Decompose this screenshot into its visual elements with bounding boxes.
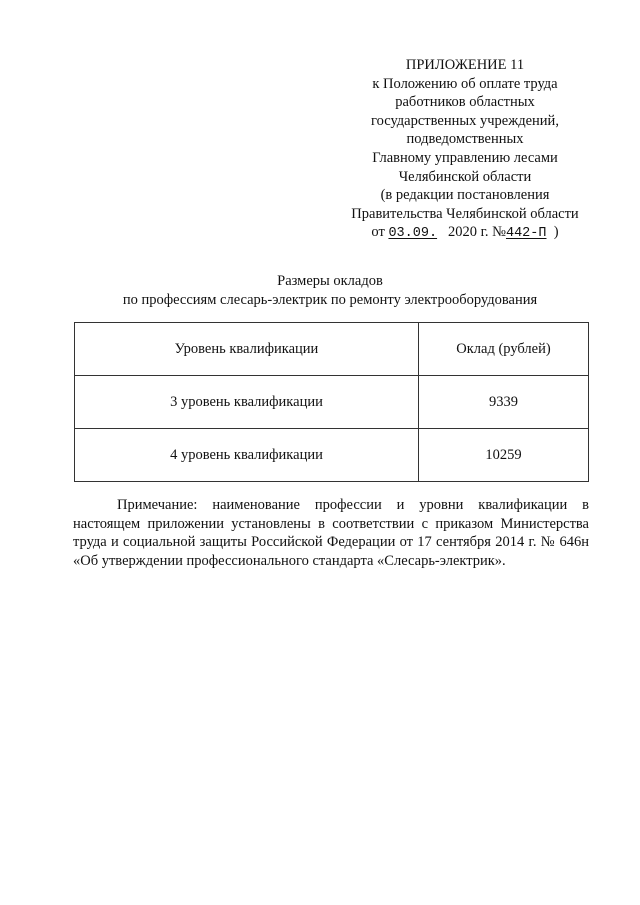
table-title-line-1: Размеры окладов (277, 273, 383, 289)
resolution-year: 2020 г. № (447, 224, 506, 241)
header-salary: Оклад (рублей) (418, 323, 588, 376)
resolution-date-line (340, 223, 590, 244)
table-header-row (75, 323, 589, 376)
header-qualification-level: Уровень квалификации (75, 323, 419, 376)
salary-cell: 9339 (418, 376, 588, 429)
header-line-7: (в редакции постановления (380, 187, 550, 204)
header-line-8: Правительства Челябинской области (351, 205, 579, 222)
resolution-date: 03.09. (388, 226, 438, 242)
table-row (75, 376, 589, 429)
header-line-1: к Положению об оплате труда (372, 75, 558, 92)
qualification-level-cell: 3 уровень квалификации (75, 376, 419, 429)
salary-cell: 10259 (418, 429, 588, 482)
appendix-header (340, 56, 590, 244)
date-prefix: от (371, 224, 385, 241)
header-line-3: государственных учреждений, (371, 112, 559, 129)
header-line-2: работников областных (395, 94, 535, 111)
appendix-title: ПРИЛОЖЕНИЕ 11 (405, 57, 525, 73)
header-line-5: Главному управлению лесами (372, 149, 558, 166)
closing-paren: ) (553, 224, 559, 241)
header-line-4: подведомственных (406, 131, 524, 148)
salary-table (74, 322, 589, 482)
header-line-6: Челябинской области (398, 168, 532, 185)
table-title-line-2: по профессиям слесарь-электрик по ремонту электрооборудования (122, 291, 538, 308)
qualification-level-cell: 4 уровень квалификации (75, 429, 419, 482)
resolution-number: 442-П (505, 226, 547, 242)
note-paragraph: Примечание: наименование профессии и уровни квалификации в настоящем приложении установлены в соответствии с приказом Министерства труда и социальной защиты Российской Федерации от 17 сентября 2014 г. № 646н «Об утверждении профессионального стандарта «Слесарь-электрик». (73, 497, 589, 569)
table-title (60, 272, 600, 309)
table-row (75, 429, 589, 482)
